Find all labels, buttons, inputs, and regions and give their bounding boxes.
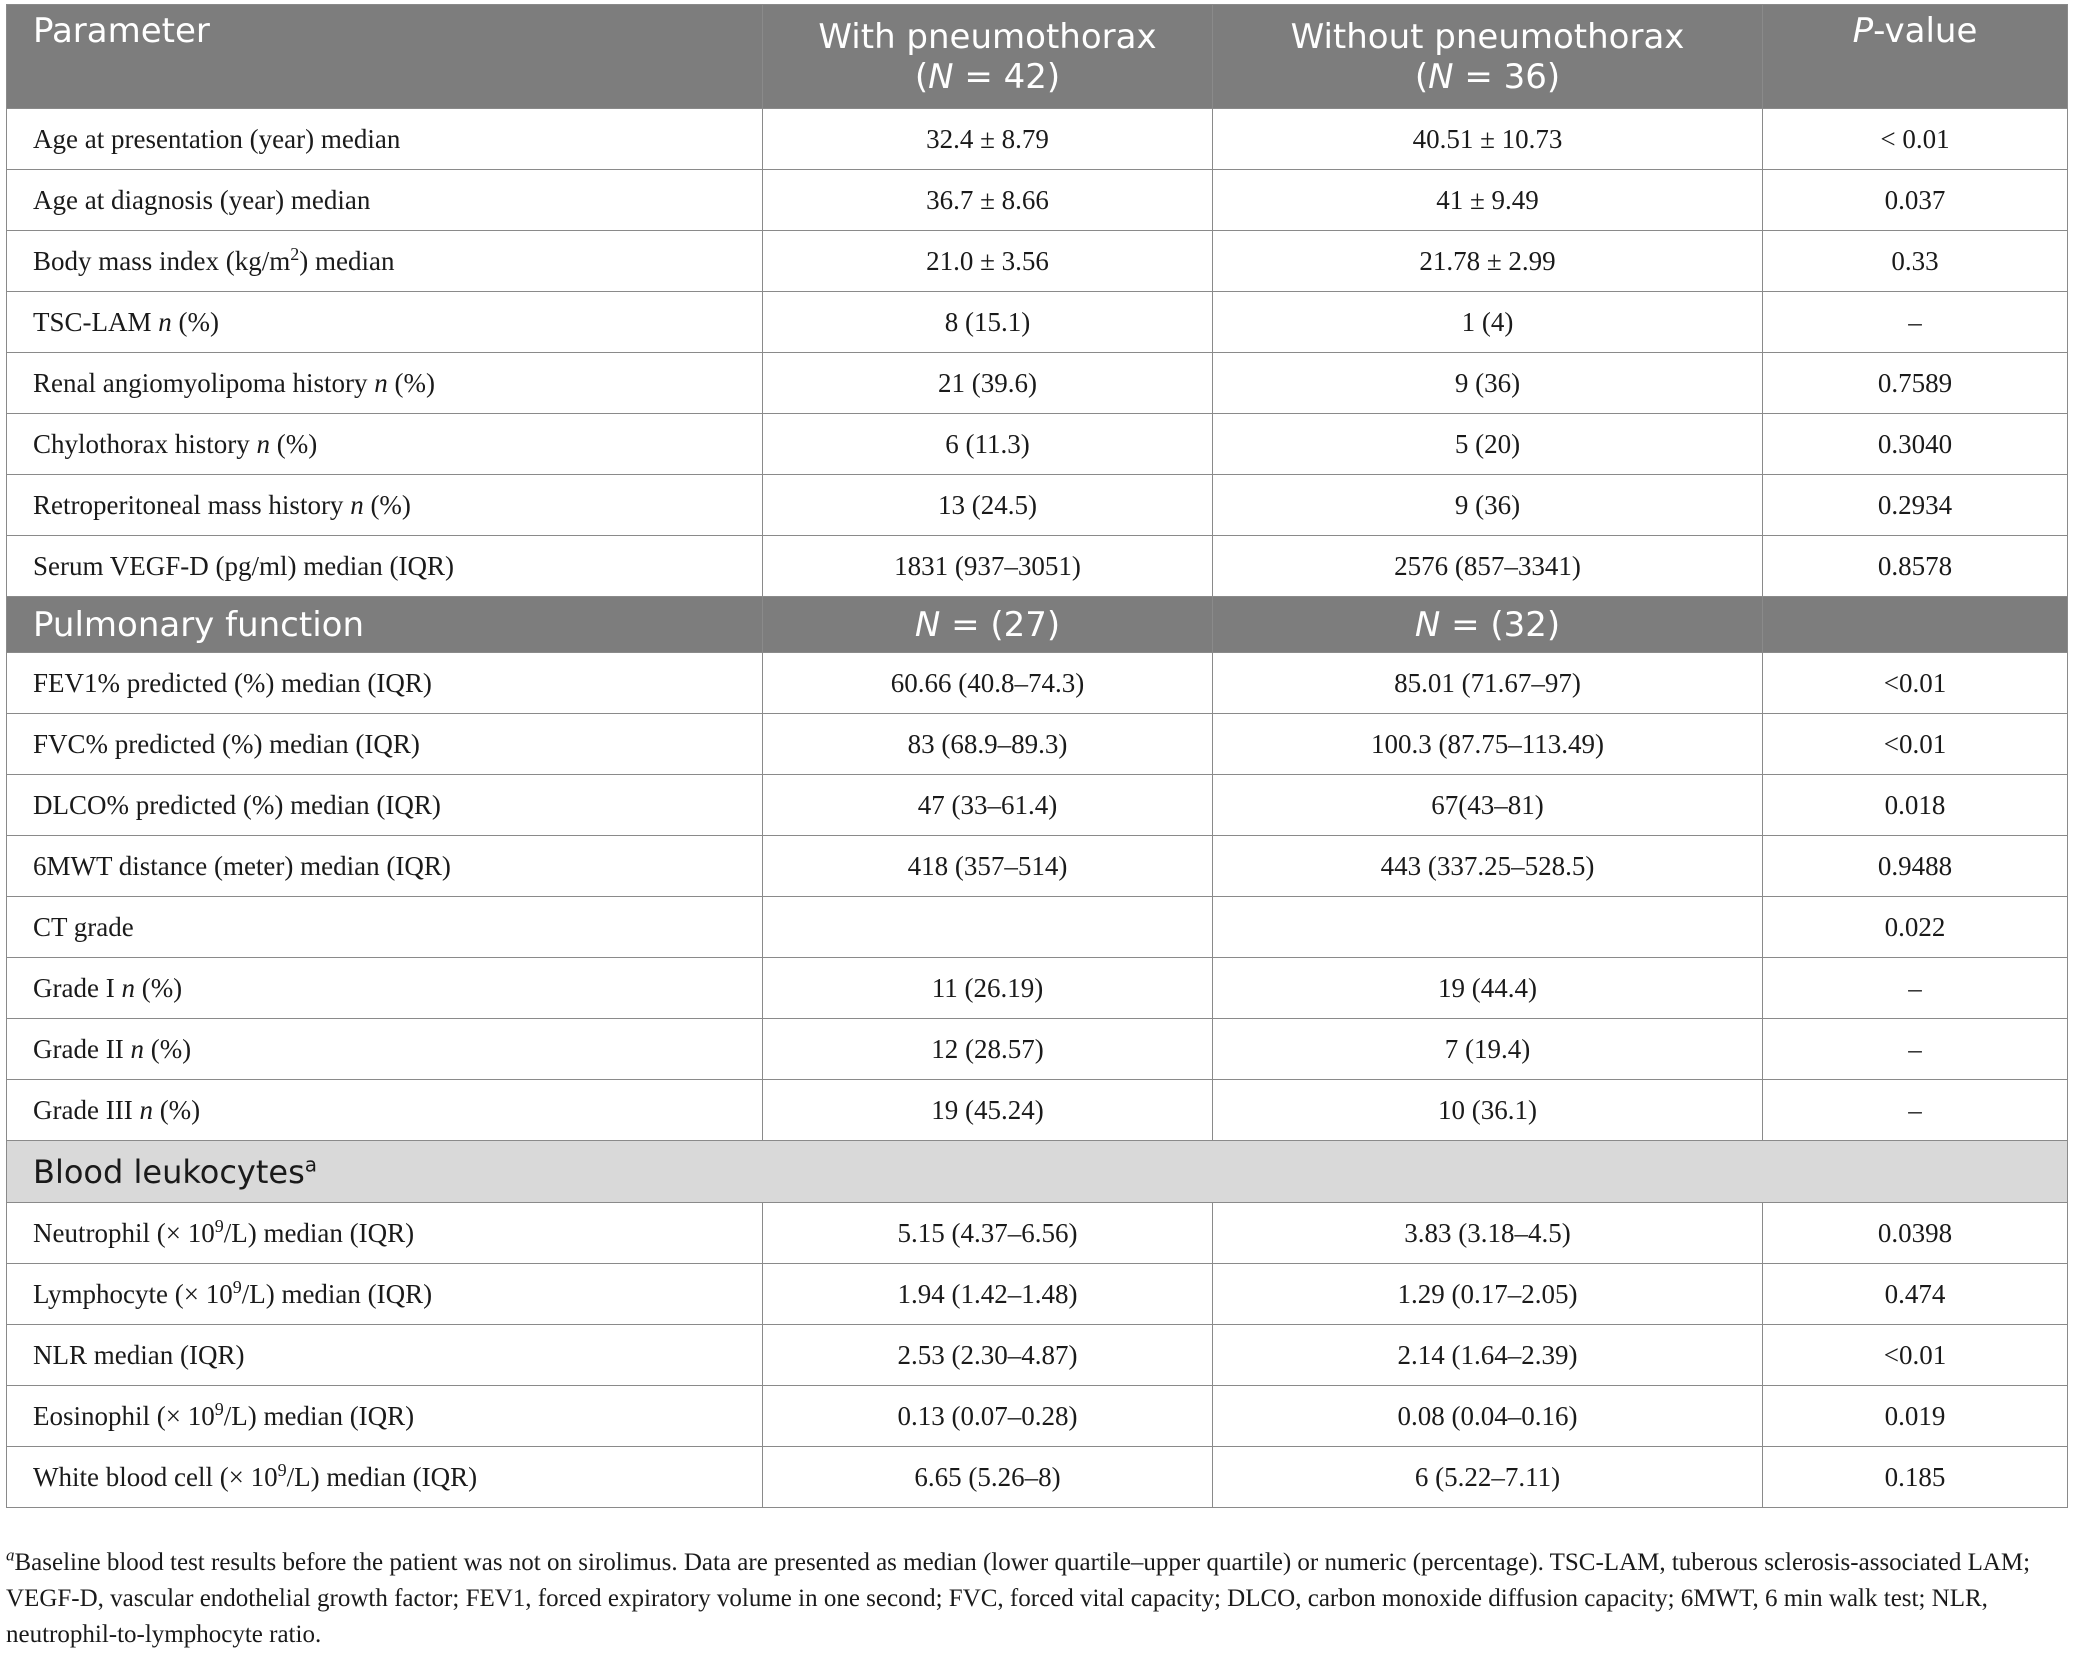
p-value-cell: 0.8578: [1763, 536, 2068, 597]
p-value-cell: <0.01: [1763, 714, 2068, 775]
with-pneumothorax-cell: 11 (26.19): [763, 958, 1213, 1019]
parameter-cell: FVC% predicted (%) median (IQR): [7, 714, 763, 775]
p-value-cell: 0.037: [1763, 170, 2068, 231]
table-row: [7, 775, 2068, 836]
with-pneumothorax-cell: 6.65 (5.26–8): [763, 1447, 1213, 1508]
with-pneumothorax-cell: 32.4 ± 8.79: [763, 109, 1213, 170]
parameter-cell: Age at diagnosis (year) median: [7, 170, 763, 231]
section-leukocytes: [7, 1203, 2068, 1508]
without-pneumothorax-cell: 9 (36): [1213, 353, 1763, 414]
parameter-cell: Grade III n (%): [7, 1080, 763, 1141]
header-with-label: With pneumothorax: [818, 16, 1157, 57]
header-with-n: (N = 42): [914, 56, 1061, 97]
without-pneumothorax-cell: 0.08 (0.04–0.16): [1213, 1386, 1763, 1447]
with-pneumothorax-cell: 36.7 ± 8.66: [763, 170, 1213, 231]
table-container: [6, 4, 2067, 1508]
without-pneumothorax-cell: 7 (19.4): [1213, 1019, 1763, 1080]
without-pneumothorax-cell: 2576 (857–3341): [1213, 536, 1763, 597]
without-pneumothorax-cell: 41 ± 9.49: [1213, 170, 1763, 231]
footnote-text: Baseline blood test results before the patient was not on sirolimus. Data are presented as median (lower quartile–upper quartile) or numeric (percentage). TSC-LAM, tuberous sclerosis-associated LAM; VEGF-D, vascular endothelial growth factor; FEV1, forced expiratory volume in one second; FVC, forced vital capacity; DLCO, carbon monoxide diffusion capacity; 6MWT, 6 min walk test; NLR, neutrophil-to-lymphocyte ratio.: [6, 1549, 2031, 1648]
without-pneumothorax-cell: 19 (44.4): [1213, 958, 1763, 1019]
with-pneumothorax-cell: 6 (11.3): [763, 414, 1213, 475]
without-pneumothorax-cell: 21.78 ± 2.99: [1213, 231, 1763, 292]
header-p-value: P-value: [1763, 5, 2068, 109]
header-with-pneumothorax: [763, 5, 1213, 109]
p-value-cell: <0.01: [1763, 1325, 2068, 1386]
parameter-cell: CT grade: [7, 897, 763, 958]
parameter-cell: FEV1% predicted (%) median (IQR): [7, 653, 763, 714]
header-without-n: (N = 36): [1414, 56, 1561, 97]
p-value-cell: –: [1763, 958, 2068, 1019]
without-pneumothorax-cell: 2.14 (1.64–2.39): [1213, 1325, 1763, 1386]
parameter-cell: NLR median (IQR): [7, 1325, 763, 1386]
table-row: [7, 1080, 2068, 1141]
parameter-cell: 6MWT distance (meter) median (IQR): [7, 836, 763, 897]
table-row: [7, 1203, 2068, 1264]
table-header-row: [7, 5, 2068, 109]
table-row: [7, 1264, 2068, 1325]
table-row: [7, 170, 2068, 231]
header-without-pneumothorax: [1213, 5, 1763, 109]
parameter-cell: DLCO% predicted (%) median (IQR): [7, 775, 763, 836]
p-value-cell: –: [1763, 1080, 2068, 1141]
with-pneumothorax-cell: [763, 897, 1213, 958]
without-pneumothorax-cell: 85.01 (71.67–97): [1213, 653, 1763, 714]
pulmonary-function-header-row: [7, 597, 2068, 653]
p-value-cell: < 0.01: [1763, 109, 2068, 170]
parameter-cell: Age at presentation (year) median: [7, 109, 763, 170]
table-row: [7, 1325, 2068, 1386]
parameter-cell: White blood cell (× $10^9/L$) median (IQR): [7, 1447, 763, 1508]
parameter-cell: Grade I n (%): [7, 958, 763, 1019]
p-value-cell: 0.019: [1763, 1386, 2068, 1447]
table-row: [7, 958, 2068, 1019]
parameter-cell: Serum VEGF-D (pg/ml) median (IQR): [7, 536, 763, 597]
without-pneumothorax-cell: 40.51 ± 10.73: [1213, 109, 1763, 170]
table-row: [7, 1386, 2068, 1447]
table-row: [7, 109, 2068, 170]
table-row: [7, 353, 2068, 414]
with-pneumothorax-cell: 1.94 (1.42–1.48): [763, 1264, 1213, 1325]
table-row: [7, 536, 2068, 597]
table-row: [7, 414, 2068, 475]
without-pneumothorax-cell: 3.83 (3.18–4.5): [1213, 1203, 1763, 1264]
table-row: [7, 714, 2068, 775]
without-pneumothorax-cell: 6 (5.22–7.11): [1213, 1447, 1763, 1508]
table-row: [7, 1447, 2068, 1508]
pulmonary-p-empty: [1763, 597, 2068, 653]
without-pneumothorax-cell: 443 (337.25–528.5): [1213, 836, 1763, 897]
section-pulmonary: [7, 653, 2068, 1141]
parameter-cell: Lymphocyte (× $10^9/L$) median (IQR): [7, 1264, 763, 1325]
p-value-cell: 0.474: [1763, 1264, 2068, 1325]
without-pneumothorax-cell: 100.3 (87.75–113.49): [1213, 714, 1763, 775]
with-pneumothorax-cell: 47 (33–61.4): [763, 775, 1213, 836]
parameter-cell: Body mass index $(kg/m^2)$ median: [7, 231, 763, 292]
pulmonary-function-title: Pulmonary function: [7, 597, 763, 653]
header-without-label: Without pneumothorax: [1290, 16, 1685, 57]
p-value-cell: –: [1763, 1019, 2068, 1080]
section-pulmonary-header: [7, 597, 2068, 653]
with-pneumothorax-cell: 8 (15.1): [763, 292, 1213, 353]
with-pneumothorax-cell: 12 (28.57): [763, 1019, 1213, 1080]
section-baseline: [7, 109, 2068, 597]
parameter-cell: TSC-LAM n (%): [7, 292, 763, 353]
with-pneumothorax-cell: 60.66 (40.8–74.3): [763, 653, 1213, 714]
parameter-cell: Eosinophil (× $10^9/L$) median (IQR): [7, 1386, 763, 1447]
p-value-cell: –: [1763, 292, 2068, 353]
with-pneumothorax-cell: 0.13 (0.07–0.28): [763, 1386, 1213, 1447]
table-row: [7, 1019, 2068, 1080]
footnote-marker: a: [6, 1545, 15, 1565]
without-pneumothorax-cell: 5 (20): [1213, 414, 1763, 475]
table-row: [7, 475, 2068, 536]
parameter-cell: Chylothorax history n (%): [7, 414, 763, 475]
section-leukocytes-header: [7, 1141, 2068, 1203]
table-row: [7, 836, 2068, 897]
table-row: [7, 653, 2068, 714]
table-footnote: [6, 1545, 2056, 1653]
blood-leukocytes-header-row: [7, 1141, 2068, 1203]
header-parameter: Parameter: [7, 5, 763, 109]
p-value-cell: 0.9488: [1763, 836, 2068, 897]
with-pneumothorax-cell: 2.53 (2.30–4.87): [763, 1325, 1213, 1386]
parameter-cell: Renal angiomyolipoma history n (%): [7, 353, 763, 414]
pulmonary-without-n: N = (32): [1213, 597, 1763, 653]
p-value-cell: <0.01: [1763, 653, 2068, 714]
table-row: [7, 897, 2068, 958]
with-pneumothorax-cell: 83 (68.9–89.3): [763, 714, 1213, 775]
parameter-cell: Grade II n (%): [7, 1019, 763, 1080]
p-value-cell: 0.018: [1763, 775, 2068, 836]
with-pneumothorax-cell: 21.0 ± 3.56: [763, 231, 1213, 292]
pulmonary-with-n: N = (27): [763, 597, 1213, 653]
with-pneumothorax-cell: 1831 (937–3051): [763, 536, 1213, 597]
without-pneumothorax-cell: 67(43–81): [1213, 775, 1763, 836]
with-pneumothorax-cell: 21 (39.6): [763, 353, 1213, 414]
p-value-cell: 0.0398: [1763, 1203, 2068, 1264]
with-pneumothorax-cell: 19 (45.24): [763, 1080, 1213, 1141]
p-value-cell: 0.3040: [1763, 414, 2068, 475]
table-row: [7, 292, 2068, 353]
p-value-cell: 0.185: [1763, 1447, 2068, 1508]
parameter-cell: Neutrophil (× $10^9/L$) median (IQR): [7, 1203, 763, 1264]
p-value-cell: 0.33: [1763, 231, 2068, 292]
results-table: [6, 4, 2068, 1508]
blood-leukocytes-title: Blood leukocytes$^a$: [7, 1141, 2068, 1203]
without-pneumothorax-cell: 9 (36): [1213, 475, 1763, 536]
p-value-cell: 0.2934: [1763, 475, 2068, 536]
p-value-cell: 0.7589: [1763, 353, 2068, 414]
with-pneumothorax-cell: 418 (357–514): [763, 836, 1213, 897]
parameter-cell: Retroperitoneal mass history n (%): [7, 475, 763, 536]
without-pneumothorax-cell: 10 (36.1): [1213, 1080, 1763, 1141]
p-value-cell: 0.022: [1763, 897, 2068, 958]
table-row: [7, 231, 2068, 292]
without-pneumothorax-cell: 1 (4): [1213, 292, 1763, 353]
without-pneumothorax-cell: 1.29 (0.17–2.05): [1213, 1264, 1763, 1325]
with-pneumothorax-cell: 5.15 (4.37–6.56): [763, 1203, 1213, 1264]
without-pneumothorax-cell: [1213, 897, 1763, 958]
with-pneumothorax-cell: 13 (24.5): [763, 475, 1213, 536]
